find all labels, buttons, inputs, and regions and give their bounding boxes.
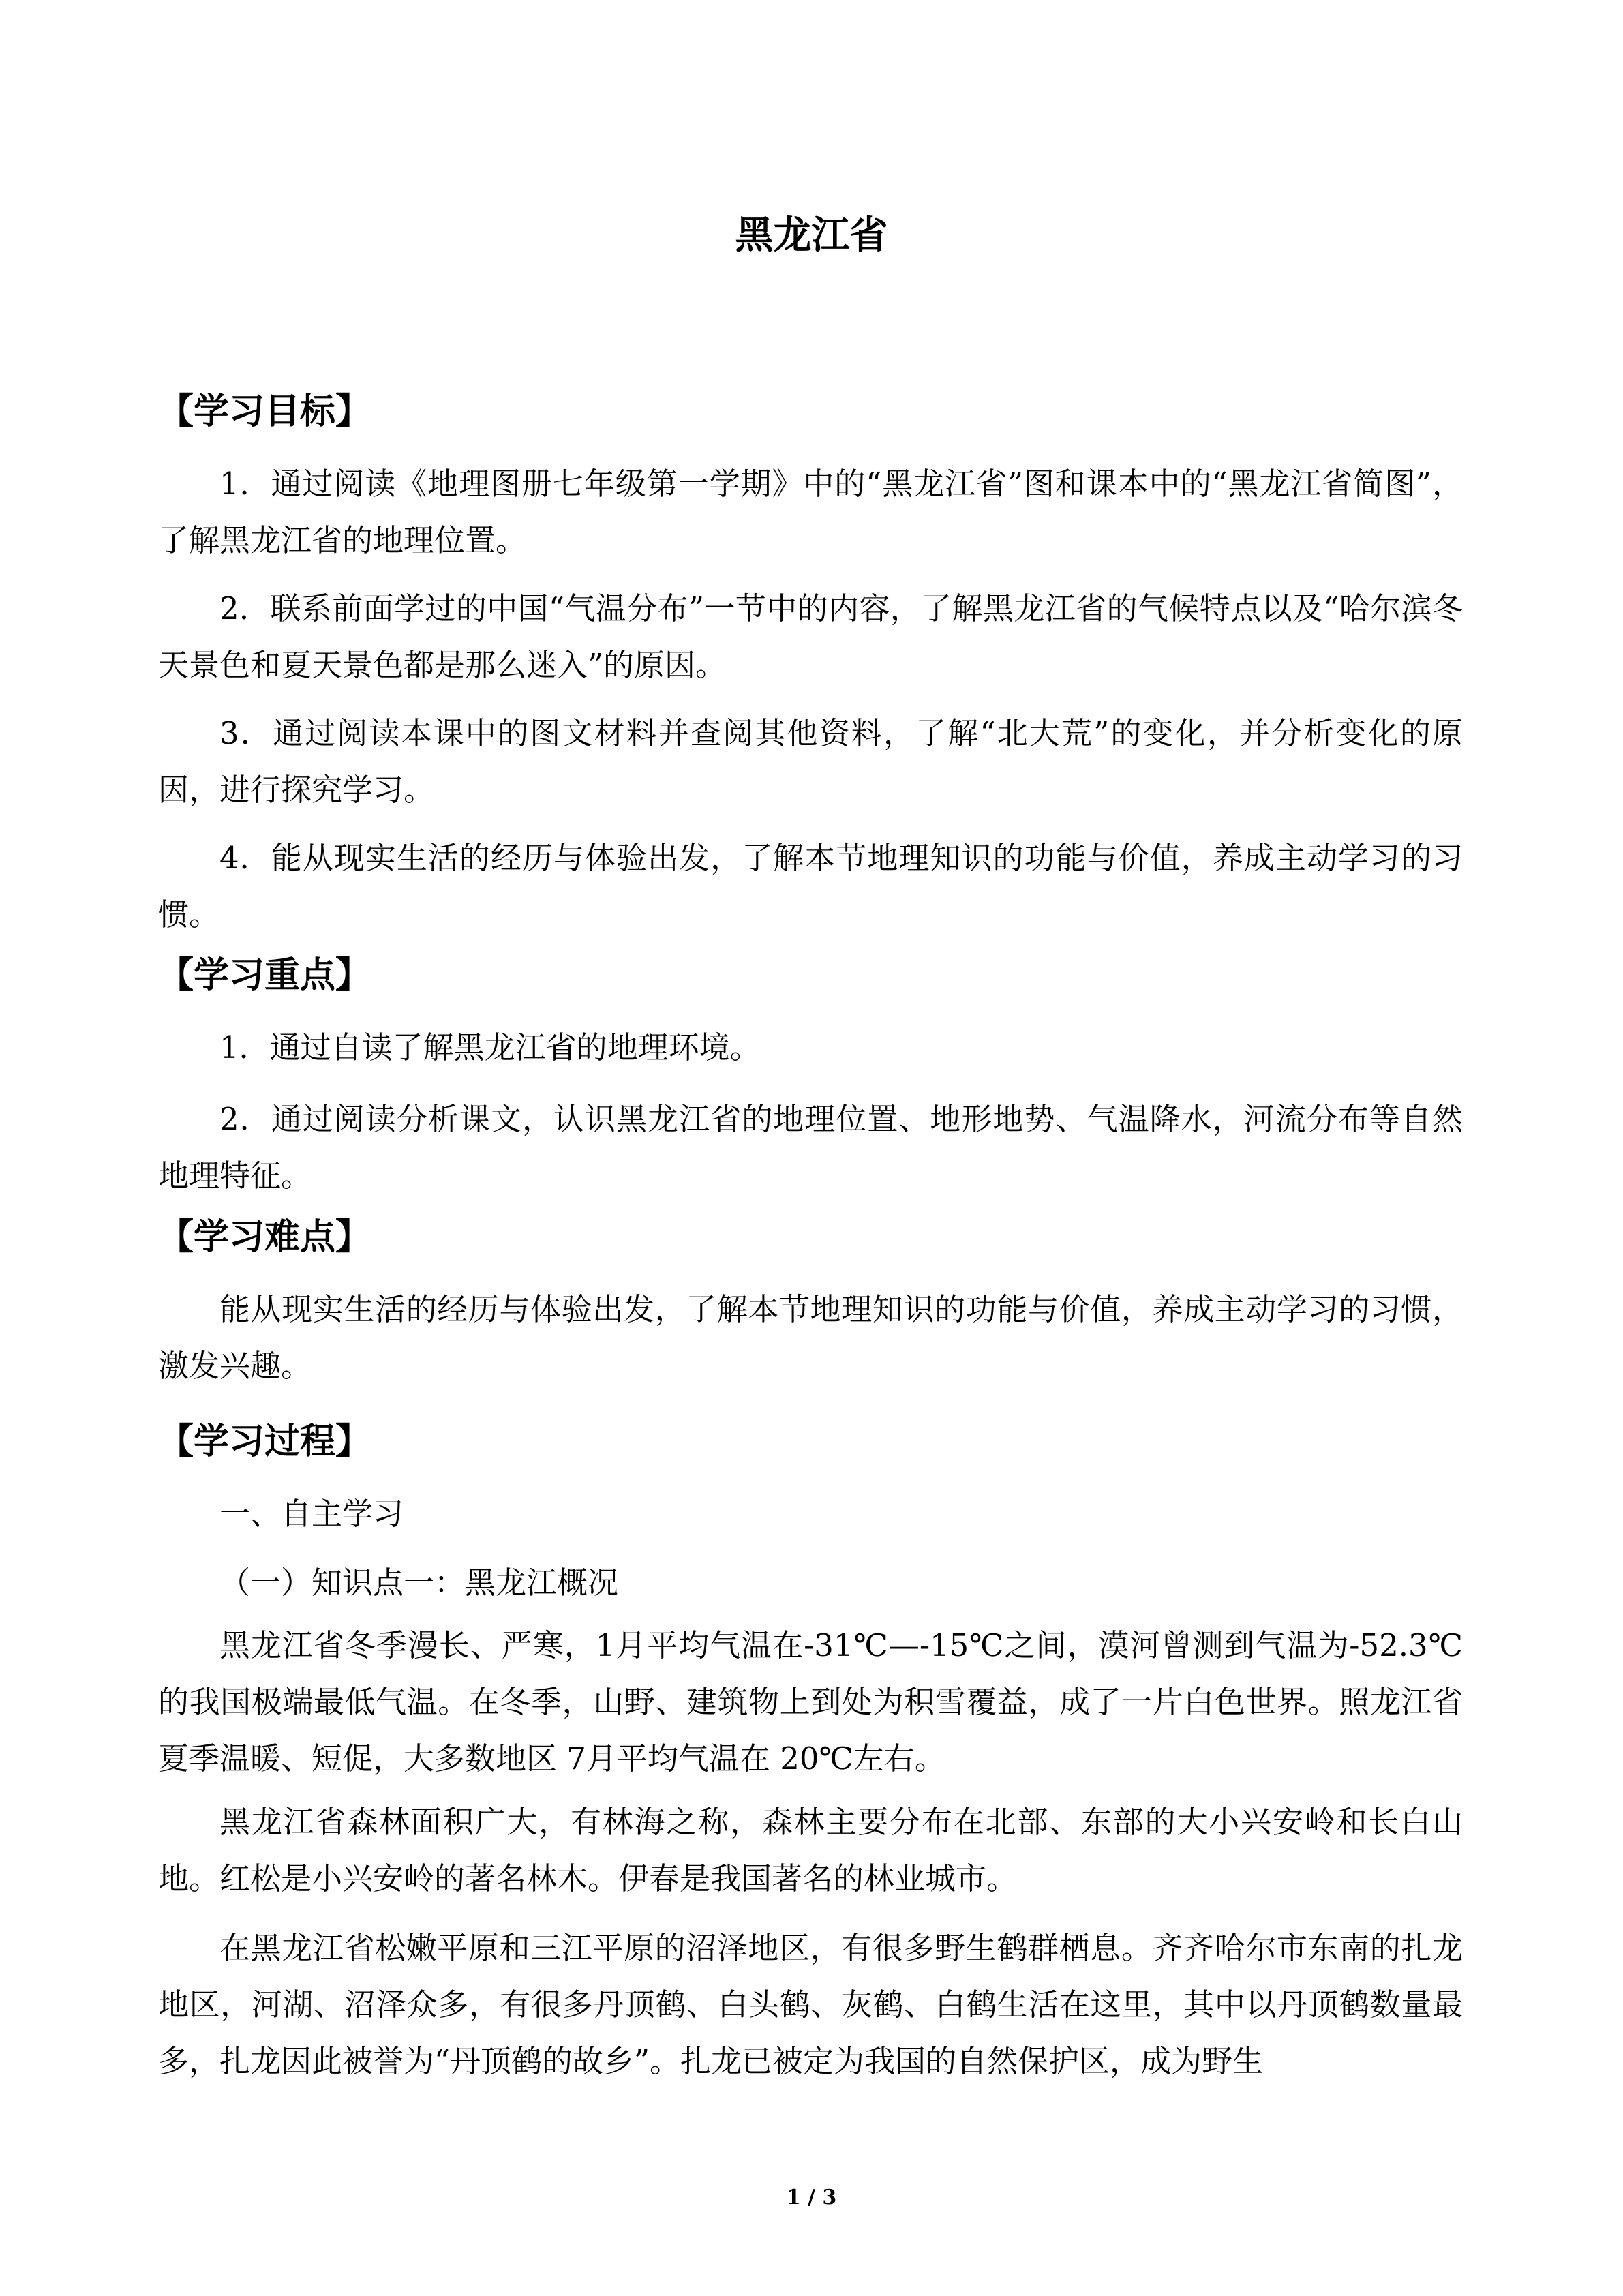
document-title: 黑龙江省 xyxy=(735,213,888,258)
page-number: 1 / 3 xyxy=(786,2186,837,2209)
process-paragraph-3: 在黑龙江省松嫩平原和三江平原的沼泽地区，有很多野生鹤群栖息。齐齐哈尔市东南的扎龙地区，河湖、沼泽众多，有很多丹顶鹤、白头鹤、灰鹤、白鹤生活在这里，其中以丹顶鹤数量最多，扎龙因此被誉为“丹顶鹤的故乡”。扎龙已被定为我国的自然保护区，成为野生 xyxy=(158,1930,1463,2079)
objective-item-1: 1．通过阅读《地理图册七年级第一学期》中的“黑龙江省”图和课本中的“黑龙江省简图”，了解黑龙江省的地理位置。 xyxy=(158,466,1463,558)
section-title: 一、自主学习 xyxy=(219,1496,404,1532)
objective-item-4: 4．能从现实生活的经历与体验出发，了解本节地理知识的功能与价值，养成主动学习的习惯。 xyxy=(158,840,1463,933)
key-point-item-1: 1．通过自读了解黑龙江省的地理环境。 xyxy=(219,1029,761,1066)
difficulties-heading: 【学习难点】 xyxy=(158,1217,371,1258)
process-heading: 【学习过程】 xyxy=(158,1421,371,1462)
objective-item-2: 2．联系前面学过的中国“气温分布”一节中的内容，了解黑龙江省的气候特点以及“哈尔滨冬天景色和夏天景色都是那么迷入”的原因。 xyxy=(158,590,1463,683)
process-paragraph-1: 黑龙江省冬季漫长、严寒，1月平均气温在-31℃—-15℃之间，漠河曾测到气温为-52.3℃的我国极端最低气温。在冬季，山野、建筑物上到处为积雪覆益，成了一片白色世界。照龙江省夏季温暖、短促，大多数地区 7月平均气温在 20℃左右。 xyxy=(158,1627,1463,1777)
key-points-heading: 【学习重点】 xyxy=(158,955,371,996)
key-point-item-2: 2．通过阅读分析课文，认识黑龙江省的地理位置、地形地势、气温降水，河流分布等自然地理特征。 xyxy=(158,1101,1463,1194)
objective-item-3: 3．通过阅读本课中的图文材料并查阅其他资料，了解“北大荒”的变化，并分析变化的原因，进行探究学习。 xyxy=(158,715,1463,808)
objectives-heading: 【学习目标】 xyxy=(158,391,371,432)
subsection-title: （一）知识点一：黑龙江概况 xyxy=(219,1565,619,1601)
process-paragraph-2: 黑龙江省森林面积广大，有林海之称，森林主要分布在北部、东部的大小兴安岭和长白山地。红松是小兴安岭的著名林木。伊春是我国著名的林业城市。 xyxy=(158,1804,1463,1897)
difficulties-text: 能从现实生活的经历与体验出发，了解本节地理知识的功能与价值，养成主动学习的习惯，激发兴趣。 xyxy=(158,1291,1463,1384)
